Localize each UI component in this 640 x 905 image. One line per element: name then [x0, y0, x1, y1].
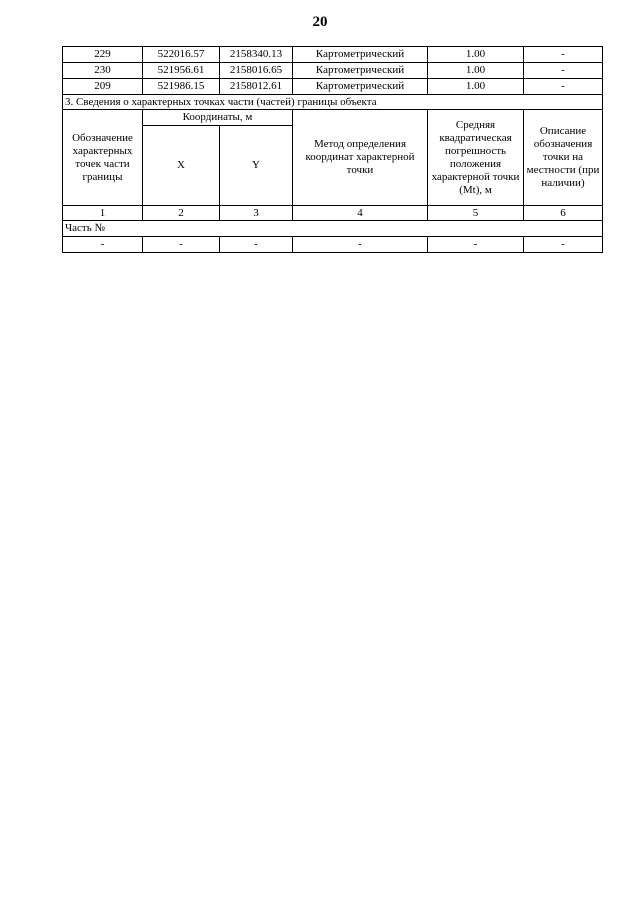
point-cell: 209 — [63, 79, 143, 95]
y-cell: - — [220, 237, 293, 253]
error-cell: 1.00 — [428, 47, 524, 63]
y-cell: 2158340.13 — [220, 47, 293, 63]
y-cell: 2158012.61 — [220, 79, 293, 95]
point-cell: - — [63, 237, 143, 253]
x-cell: 521956.61 — [143, 63, 220, 79]
part-label: Часть № — [63, 221, 603, 237]
method-cell: - — [293, 237, 428, 253]
part-row — [63, 221, 603, 237]
point-cell: 230 — [63, 63, 143, 79]
header-description: Описание обозначения точки на местности (при наличии) — [524, 110, 603, 206]
point-cell: 229 — [63, 47, 143, 63]
error-cell: 1.00 — [428, 79, 524, 95]
x-cell: 521986.15 — [143, 79, 220, 95]
method-cell: Картометрический — [293, 47, 428, 63]
section-title: 3. Сведения о характерных точках части (частей) границы объекта — [63, 95, 603, 110]
x-cell: 522016.57 — [143, 47, 220, 63]
boundary-points-table — [62, 46, 603, 253]
description-cell: - — [524, 47, 603, 63]
column-number-row — [63, 206, 603, 221]
table-row — [63, 63, 603, 79]
section-title-row — [63, 95, 603, 110]
description-cell: - — [524, 79, 603, 95]
table-row — [63, 237, 603, 253]
column-number: 1 — [63, 206, 143, 221]
header-x: X — [143, 126, 220, 206]
header-point: Обозначение характерных точек части границы — [63, 110, 143, 206]
error-cell: - — [428, 237, 524, 253]
page-number: 20 — [312, 14, 328, 30]
header-y: Y — [220, 126, 293, 206]
column-number: 3 — [220, 206, 293, 221]
method-cell: Картометрический — [293, 79, 428, 95]
error-cell: 1.00 — [428, 63, 524, 79]
header-row — [63, 110, 603, 126]
description-cell: - — [524, 63, 603, 79]
method-cell: Картометрический — [293, 63, 428, 79]
column-number: 6 — [524, 206, 603, 221]
column-number: 5 — [428, 206, 524, 221]
x-cell: - — [143, 237, 220, 253]
y-cell: 2158016.65 — [220, 63, 293, 79]
description-cell: - — [524, 237, 603, 253]
table-row — [63, 47, 603, 63]
column-number: 4 — [293, 206, 428, 221]
table-row — [63, 79, 603, 95]
header-error: Средняя квадратическая погрешность положения характерной точки (Mt), м — [428, 110, 524, 206]
column-number: 2 — [143, 206, 220, 221]
header-coordinates: Координаты, м — [143, 110, 293, 126]
header-method: Метод определения координат характерной точки — [293, 110, 428, 206]
